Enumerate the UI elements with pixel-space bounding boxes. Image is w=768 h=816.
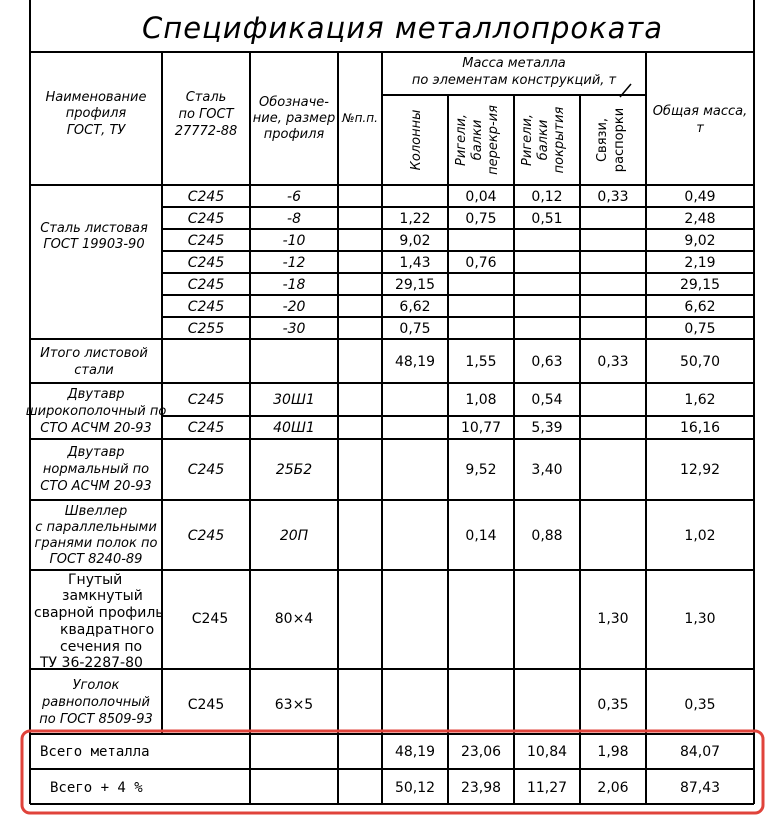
header-mass-group-line1: Масса металла [462,56,566,71]
cell-size: -10 [282,233,306,249]
cell-steel: С245 [191,611,229,627]
group-angle-line3: по ГОСТ 8509-93 [39,712,153,727]
table-row [192,611,716,627]
cell-braces: 1,30 [597,611,629,627]
cell-girders-roof: 0,63 [531,354,563,370]
cell-size: 20П [279,528,309,544]
group-sheet-steel-line2: ГОСТ 19903-90 [43,237,145,252]
table-row [188,697,716,713]
cell-braces: 0,35 [597,697,629,713]
cell-girders-floor: 0,14 [465,528,497,544]
cell-steel: С245 [187,233,225,249]
table-row [188,277,720,293]
cell-girders-roof: 0,12 [531,189,563,205]
group-bent-line5: сечения по [60,639,143,655]
header-girders-floor-line2: балки [470,119,485,161]
cell-girders-floor: 0,75 [465,211,497,227]
header-girders-roof-line3: покрытия [552,106,567,174]
cell-steel: С245 [187,277,225,293]
header-steel-line2: по ГОСТ [178,107,234,122]
table-header [45,56,747,142]
group-bent-label [34,572,164,671]
group-bent-line4: квадратного [60,622,155,638]
page-title: Спецификация металлопроката [142,11,664,45]
cell-steel: С245 [187,211,225,227]
cell-size: -30 [282,321,306,337]
cell-size: 63×5 [274,697,314,713]
cell-girders-roof: 3,40 [531,462,563,478]
cell-braces: 1,98 [597,744,629,760]
table-row [188,189,716,205]
cell-total: 0,35 [684,697,716,713]
table-row [188,321,716,337]
group-channel-line3: гранями полок по [34,536,158,551]
header-girders-roof-line2: балки [536,119,551,161]
group-bent-line2: замкнутый [62,588,143,604]
cell-total: 87,43 [679,780,721,796]
cell-girders-roof: 0,88 [531,528,563,544]
cell-total: 1,30 [684,611,716,627]
group-channel-line2: с параллельными [35,520,157,535]
cell-braces: 0,33 [597,189,629,205]
cell-total: 2,48 [684,211,716,227]
cell-total: 29,15 [679,277,721,293]
cell-columns: 1,22 [399,211,431,227]
table-row [395,354,720,370]
cell-size: 40Ш1 [273,420,315,436]
group-ibeam-wide-line3: СТО АСЧМ 20-93 [40,421,152,436]
table-row [188,462,720,478]
total-metal-label: Всего металла [40,744,150,760]
group-bent-line3: сварной профиль [34,605,164,621]
cell-girders-floor: 9,52 [465,462,497,478]
cell-size: 25Б2 [275,462,313,478]
table-row [188,211,716,227]
table-row [188,299,716,315]
header-columns: Колонны [409,109,424,171]
cell-girders-floor: 0,76 [465,255,497,271]
cell-size: -6 [287,189,301,205]
cell-total: 9,02 [684,233,716,249]
table-row [188,420,720,436]
group-sheet-total-line2: стали [74,363,114,378]
group-ibeam-normal-line1: Двутавр [67,445,125,460]
cell-steel: С245 [187,255,225,271]
cell-total: 1,02 [684,528,716,544]
group-sheet-steel-line1: Сталь листовая [40,221,148,236]
cell-steel: С245 [187,528,225,544]
table-row [188,528,716,544]
group-angle-line1: Уголок [72,678,120,693]
cell-girders-roof: 10,84 [526,744,568,760]
group-bent-line6: ТУ 36-2287-80 [40,655,143,671]
header-number: №п.п. [342,111,378,125]
header-mass-group-line2: по элементам конструкций, т [411,73,617,88]
cell-columns: 0,75 [399,321,431,337]
cell-girders-floor: 1,55 [465,354,497,370]
cell-columns: 1,43 [399,255,431,271]
cell-size: -12 [282,255,306,271]
table-row [188,233,716,249]
cell-girders-roof: 0,51 [531,211,563,227]
cell-girders-floor: 0,04 [465,189,497,205]
cell-steel: С245 [187,697,225,713]
header-braces-line1: Связи, [595,117,610,163]
cell-total: 1,62 [684,392,716,408]
cell-steel: С245 [187,299,225,315]
ibeam-wide-rows [188,392,720,436]
cell-total: 6,62 [684,299,716,315]
cell-columns: 48,19 [394,744,436,760]
cell-columns: 6,62 [399,299,431,315]
group-sheet-total-line1: Итого листовой [40,346,148,361]
cell-size: -20 [282,299,306,315]
cell-steel: С255 [187,321,225,337]
header-girders-floor-line1: Ригели, [454,113,469,167]
header-designation-line2: ние, размер [252,111,336,126]
header-designation-line3: профиля [263,127,325,142]
cell-girders-roof: 0,54 [531,392,563,408]
group-ibeam-wide-line2: широкополочный по [25,404,167,419]
sheet-steel-rows [188,189,720,337]
cell-total: 16,16 [679,420,721,436]
rotated-headers [409,105,627,175]
cell-steel: С245 [187,189,225,205]
header-steel-line3: 27772-88 [174,124,238,139]
group-channel-line4: ГОСТ 8240-89 [49,552,143,567]
header-name-line2: профиля [65,106,127,121]
header-girders-floor-line3: перекр-ия [486,105,501,175]
table-row [188,255,716,271]
cell-steel: С245 [187,462,225,478]
header-name-line1: Наименование [45,90,147,105]
cell-total: 12,92 [679,462,721,478]
group-bent-line1: Гнутый [68,572,123,588]
group-ibeam-wide-line1: Двутавр [67,387,125,402]
cell-total: 50,70 [679,354,721,370]
header-total-line1: Общая масса, [652,104,748,119]
group-ibeam-normal-line3: СТО АСЧМ 20-93 [40,479,152,494]
header-designation-line1: Обозначе- [259,95,329,110]
table-row [188,392,716,408]
header-girders-roof-line1: Ригели, [520,113,535,167]
cell-columns: 48,19 [394,354,436,370]
cell-size: 80×4 [274,611,314,627]
total-plus-label: Всего + 4 % [50,780,143,796]
header-braces-line2: распорки [612,107,627,173]
header-total-line2: т [696,121,704,136]
cell-total: 0,49 [684,189,716,205]
cell-columns: 9,02 [399,233,431,249]
table-grid [30,0,754,804]
cell-braces: 2,06 [597,780,629,796]
cell-girders-floor: 1,08 [465,392,497,408]
cell-size: -18 [282,277,306,293]
cell-total: 84,07 [679,744,721,760]
group-angle-line2: равнополочный [42,695,150,710]
cell-steel: С245 [187,392,225,408]
cell-columns: 50,12 [394,780,436,796]
cell-braces: 0,33 [597,354,629,370]
table-row-total-plus [50,780,720,796]
cell-size: -8 [287,211,301,227]
cell-girders-roof: 5,39 [531,420,563,436]
cell-girders-floor: 10,77 [460,420,502,436]
cell-steel: С245 [187,420,225,436]
cell-total: 0,75 [684,321,716,337]
header-steel-line1: Сталь [185,90,227,105]
cell-columns: 29,15 [394,277,436,293]
cell-girders-floor: 23,06 [460,744,502,760]
cell-girders-floor: 23,98 [460,780,502,796]
group-channel-line1: Швеллер [64,504,128,519]
header-name-line3: ГОСТ, ТУ [66,123,126,138]
group-ibeam-normal-line2: нормальный по [42,462,150,477]
table-row-total-metal [40,744,720,760]
cell-size: 30Ш1 [273,392,315,408]
cell-total: 2,19 [684,255,716,271]
cell-girders-roof: 11,27 [526,780,568,796]
